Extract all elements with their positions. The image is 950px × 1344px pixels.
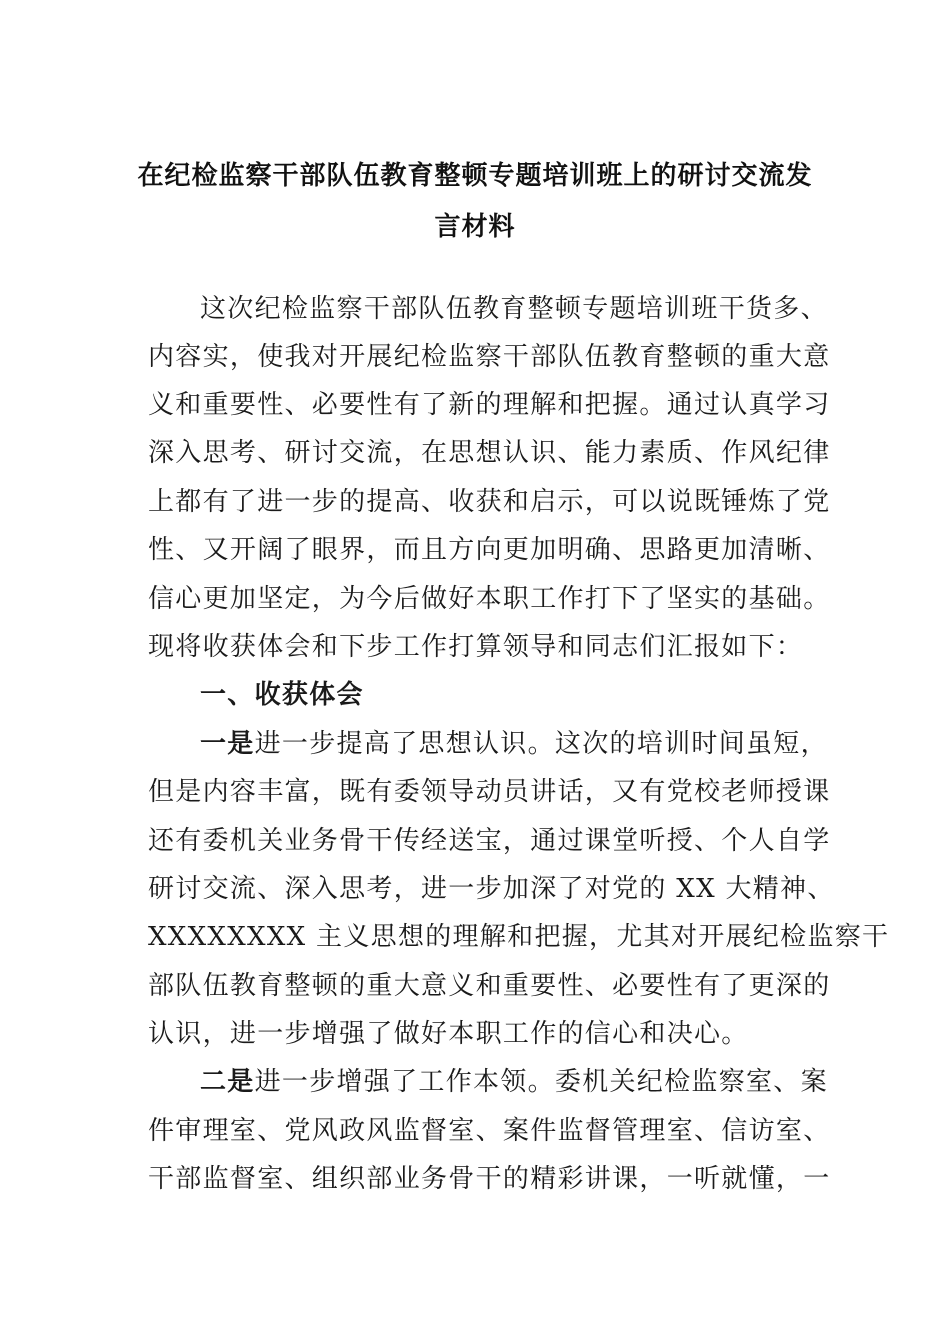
body-text-line: 认识，进一步增强了做好本职工作的信心和决心。 — [148, 1019, 749, 1049]
body-text-line: 义和重要性、必要性有了新的理解和把握。通过认真学习 — [148, 390, 831, 420]
document-title-line-2: 言材料 — [434, 212, 516, 242]
body-text-line: 干部监督室、组织部业务骨干的精彩讲课，一听就懂，一 — [148, 1164, 831, 1194]
body-text-line: 件审理室、党风政风监督室、案件监督管理室、信访室、 — [148, 1116, 831, 1146]
body-text-line: XXXXXXXX 主义思想的理解和把握，尤其对开展纪检监察干 — [148, 922, 890, 952]
body-text-line: 研讨交流、深入思考，进一步加深了对党的 XX 大精神、 — [148, 874, 835, 904]
point-2-text: 进一步增强了工作本领。委机关纪检监察室、案 — [254, 1067, 828, 1097]
section-heading: 一、收获体会 — [200, 680, 364, 710]
point-1-text: 进一步提高了思想认识。这次的培训时间虽短， — [254, 729, 828, 759]
body-text-line: 信心更加坚定，为今后做好本职工作打下了坚实的基础。 — [148, 584, 831, 614]
document-title-line-1: 在纪检监察干部队伍教育整顿专题培训班上的研讨交流发 — [137, 161, 813, 191]
body-text-line: 现将收获体会和下步工作打算领导和同志们汇报如下： — [148, 632, 804, 662]
point-1-first-line — [200, 723, 828, 760]
body-text-line: 性、又开阔了眼界，而且方向更加明确、思路更加清晰、 — [148, 535, 831, 565]
point-1-lead: 一是 — [200, 729, 255, 759]
body-text-line: 这次纪检监察干部队伍教育整顿专题培训班干货多、 — [200, 294, 828, 324]
body-text-line: 深入思考、研讨交流，在思想认识、能力素质、作风纪律 — [148, 438, 831, 468]
body-text-line: 上都有了进一步的提高、收获和启示，可以说既锤炼了党 — [148, 487, 831, 517]
body-text-line: 但是内容丰富，既有委领导动员讲话，又有党校老师授课 — [148, 777, 831, 807]
point-2-lead: 二是 — [200, 1067, 255, 1097]
body-text-line: 内容实，使我对开展纪检监察干部队伍教育整顿的重大意 — [148, 342, 831, 372]
body-text-line: 还有委机关业务骨干传经送宝，通过课堂听授、个人自学 — [148, 826, 831, 856]
body-text-line: 部队伍教育整顿的重大意义和重要性、必要性有了更深的 — [148, 971, 831, 1001]
point-2-first-line — [200, 1061, 828, 1098]
